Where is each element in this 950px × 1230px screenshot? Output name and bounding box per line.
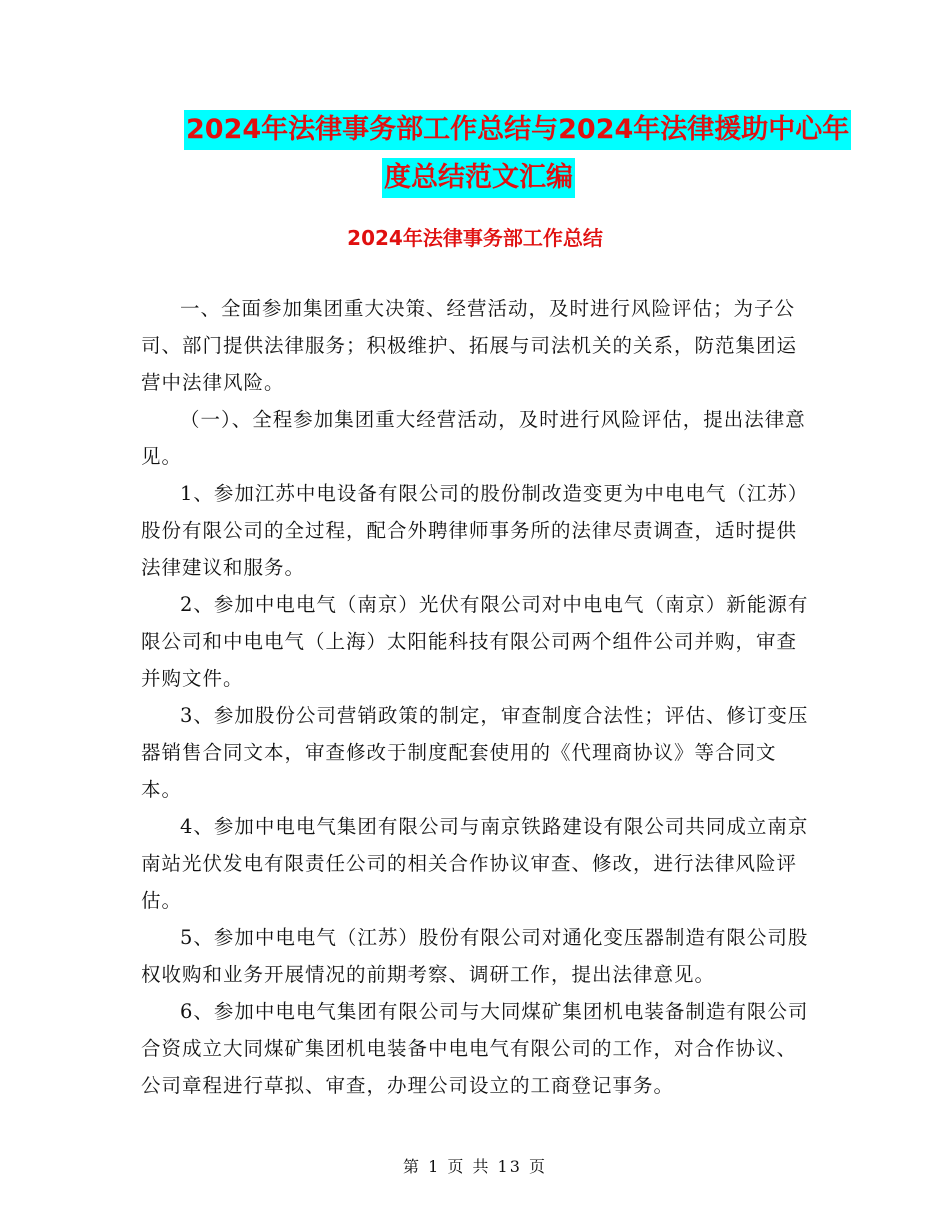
title-line-1: 2024年法律事务部工作总结与2024年法律援助中心年 <box>184 110 851 150</box>
paragraph: 1、参加江苏中电设备有限公司的股份制改造变更为中电电气（江苏）股份有限公司的全过程，配合外聘律师事务所的法律尽责调查，适时提供法律建议和服务。 <box>141 482 809 579</box>
document-title <box>0 110 950 198</box>
paragraph: 6、参加中电电气集团有限公司与大同煤矿集团机电装备制造有限公司合资成立大同煤矿集团机电装备中电电气有限公司的工作，对合作协议、公司章程进行草拟、审查，办理公司设立的工商登记事务。 <box>141 1000 809 1097</box>
paragraph: 5、参加中电电气（江苏）股份有限公司对通化变压器制造有限公司股权收购和业务开展情况的前期考察、调研工作，提出法律意见。 <box>141 926 809 986</box>
paragraph: 2、参加中电电气（南京）光伏有限公司对中电电气（南京）新能源有限公司和中电电气（上海）太阳能科技有限公司两个组件公司并购，审查并购文件。 <box>141 593 809 690</box>
document-body <box>141 290 809 1104</box>
paragraph: 3、参加股份公司营销政策的制定，审查制度合法性；评估、修订变压器销售合同文本，审查修改于制度配套使用的《代理商协议》等合同文本。 <box>141 704 809 801</box>
page-number-footer: 第 1 页 共 13 页 <box>403 1157 547 1176</box>
paragraph: （一）、全程参加集团重大经营活动，及时进行风险评估，提出法律意见。 <box>141 408 806 468</box>
title-line-2: 度总结范文汇编 <box>382 158 575 198</box>
paragraph: 4、参加中电电气集团有限公司与南京铁路建设有限公司共同成立南京南站光伏发电有限责任公司的相关合作协议审查、修改，进行法律风险评估。 <box>141 815 809 912</box>
section-heading: 2024年法律事务部工作总结 <box>347 226 603 250</box>
paragraph: 一、全面参加集团重大决策、经营活动，及时进行风险评估；为子公司、部门提供法律服务；积极维护、拓展与司法机关的关系，防范集团运营中法律风险。 <box>141 297 798 394</box>
